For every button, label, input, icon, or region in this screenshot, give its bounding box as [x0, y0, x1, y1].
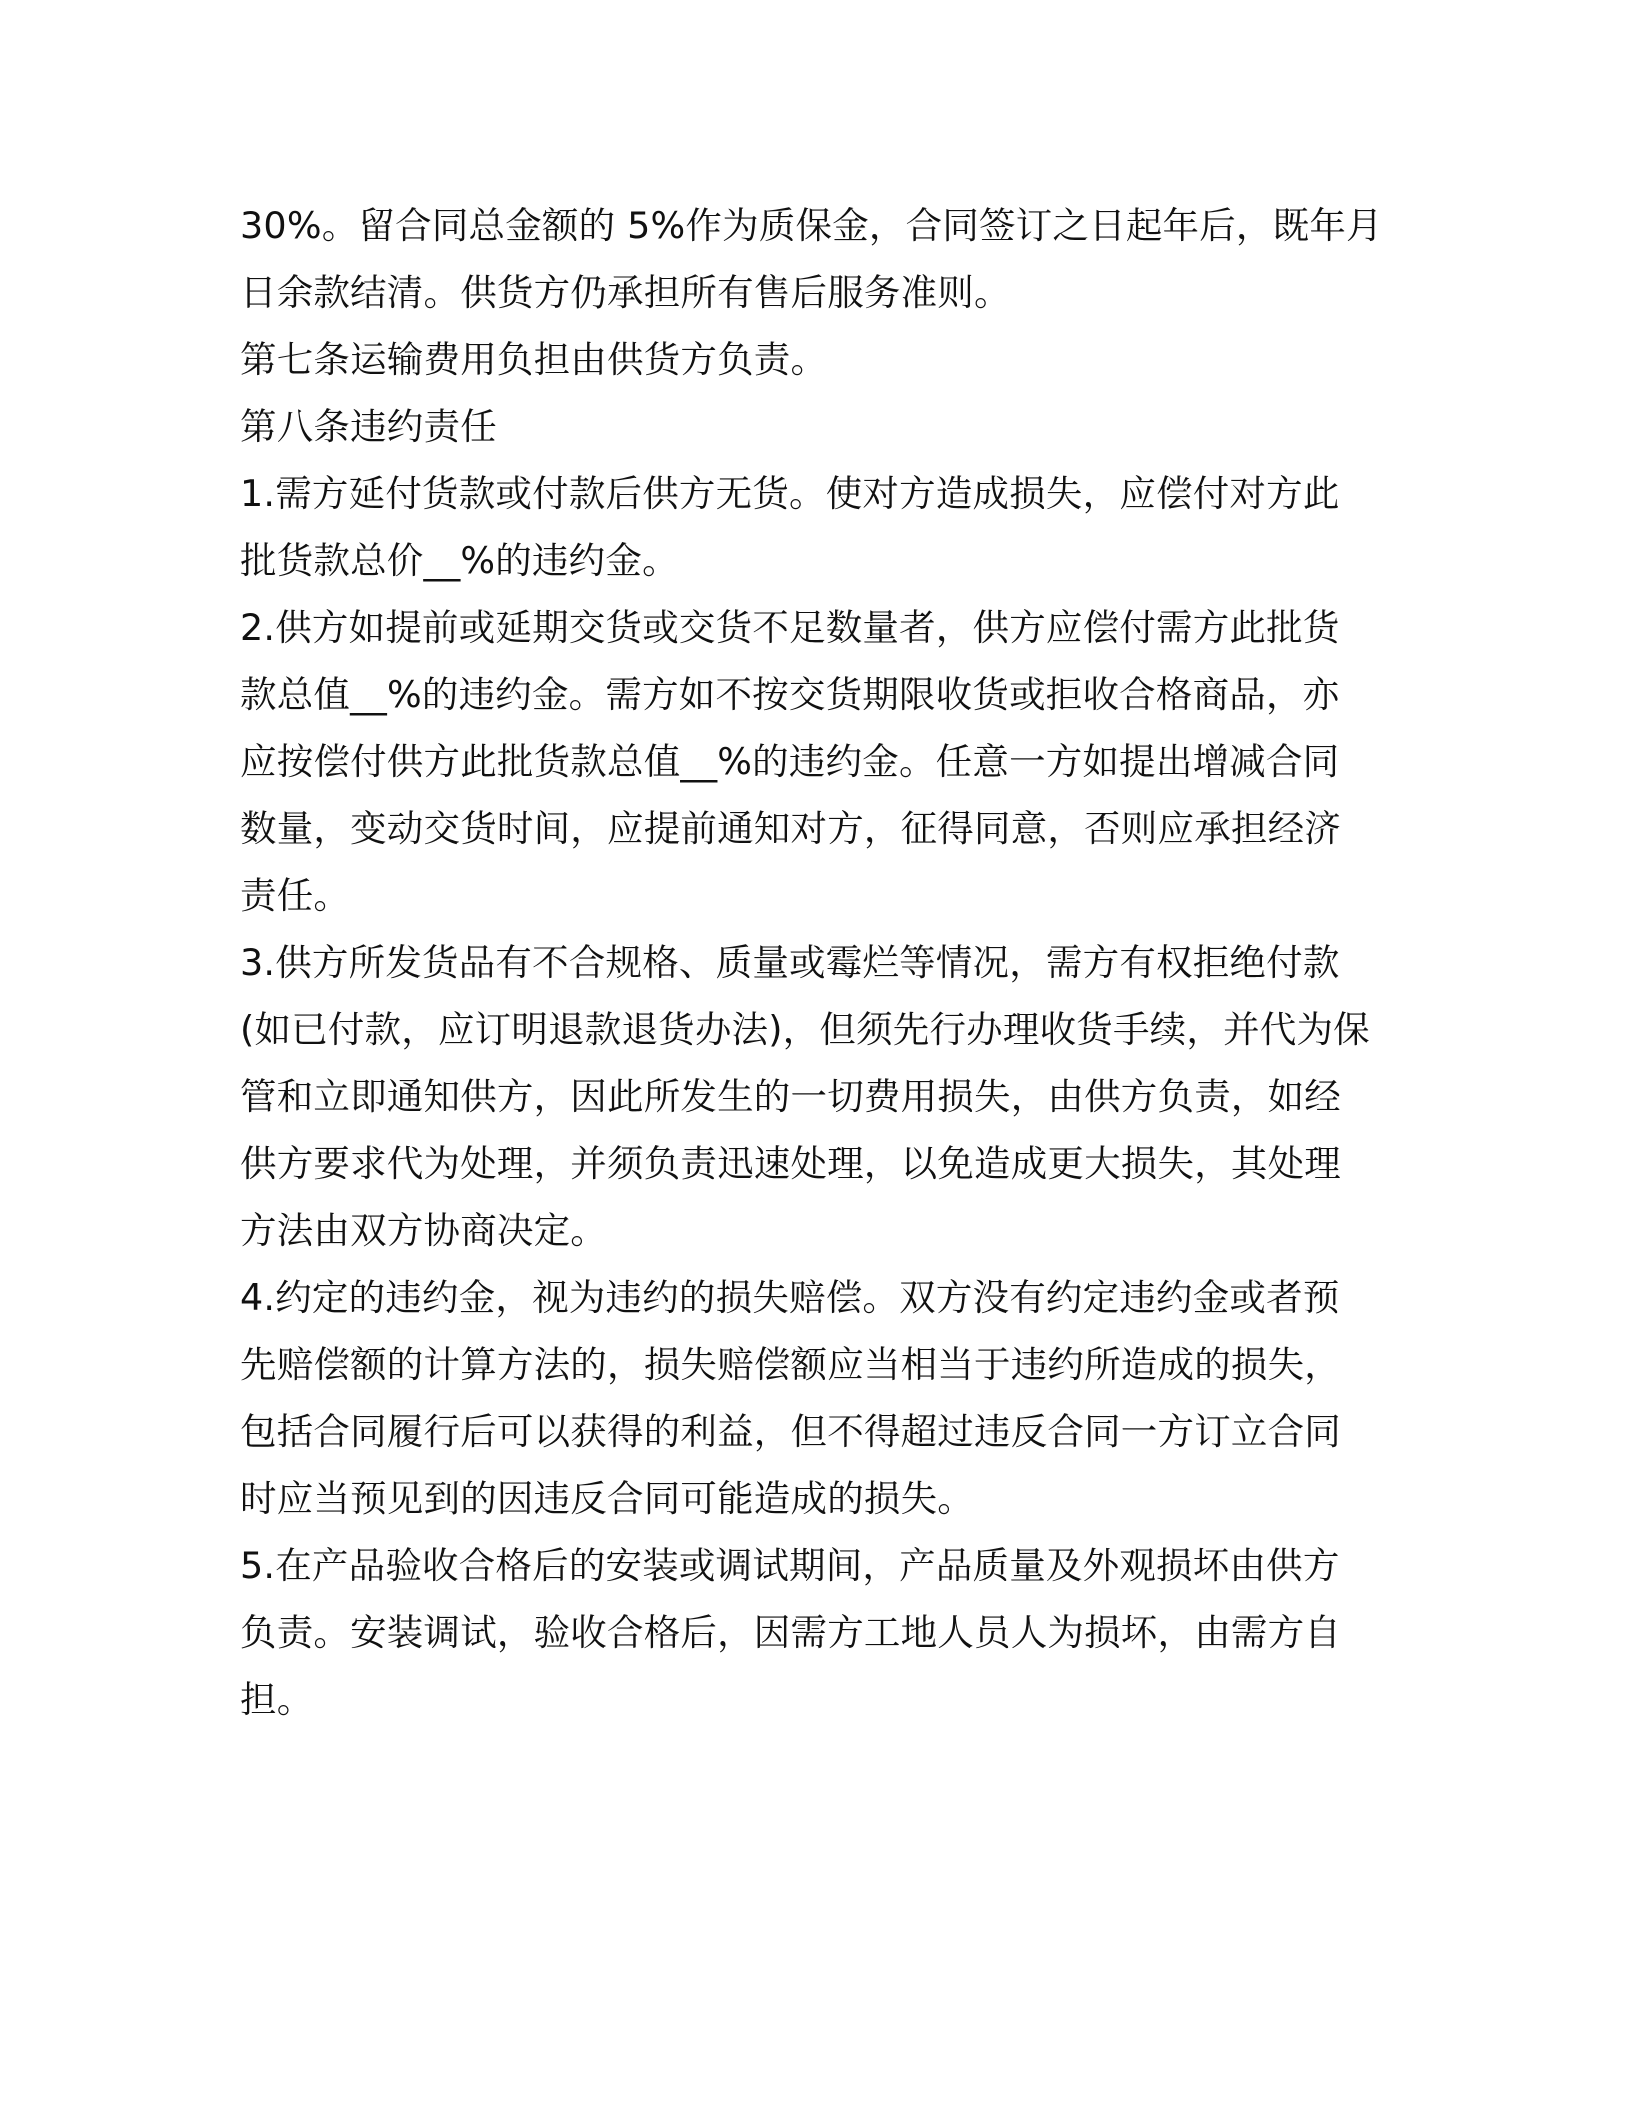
- clause-2-line: 应按偿付供方此批货款总值__%的违约金。任意一方如提出增减合同: [240, 740, 1340, 783]
- text-line: 30%。留合同总金额的 5%作为质保金，合同签订之日起年后，既年月: [240, 204, 1383, 247]
- clause-4-line: 4.约定的违约金，视为违约的损失赔偿。双方没有约定违约金或者预: [240, 1276, 1340, 1319]
- clause-4-line: 包括合同履行后可以获得的利益，但不得超过违反合同一方订立合同: [240, 1410, 1341, 1453]
- clause-2-line: 2.供方如提前或延期交货或交货不足数量者，供方应偿付需方此批货: [240, 606, 1340, 649]
- clause-3-line: 方法由双方协商决定。: [240, 1209, 607, 1252]
- clause-3-line: 供方要求代为处理，并须负责迅速处理，以免造成更大损失，其处理: [240, 1142, 1341, 1185]
- clause-4-line: 时应当预见到的因违反合同可能造成的损失。: [240, 1477, 974, 1520]
- contract-text: [240, 192, 1400, 1733]
- clause-3-line: 管和立即通知供方，因此所发生的一切费用损失，由供方负责，如经: [240, 1075, 1341, 1118]
- clause-3-line: 3.供方所发货品有不合规格、质量或霉烂等情况，需方有权拒绝付款: [240, 941, 1340, 984]
- clause-1-line: 1.需方延付货款或付款后供方无货。使对方造成损失，应偿付对方此: [240, 472, 1340, 515]
- text-line: 日余款结清。供货方仍承担所有售后服务准则。: [240, 271, 1011, 314]
- clause-2-line: 数量，变动交货时间，应提前通知对方，征得同意，否则应承担经济: [240, 807, 1341, 850]
- clause-5-line: 5.在产品验收合格后的安装或调试期间，产品质量及外观损坏由供方: [240, 1544, 1340, 1587]
- clause-5-line: 负责。安装调试，验收合格后，因需方工地人员人为损坏，由需方自: [240, 1611, 1341, 1654]
- clause-1-line: 批货款总价__%的违约金。: [240, 539, 679, 582]
- article-8-heading: 第八条违约责任: [240, 405, 497, 448]
- clause-3-line: (如已付款，应订明退款退货办法)，但须先行办理收货手续，并代为保: [240, 1008, 1370, 1051]
- clause-2-line: 款总值__%的违约金。需方如不按交货期限收货或拒收合格商品，亦: [240, 673, 1340, 716]
- article-7-heading: 第七条运输费用负担由供货方负责。: [240, 338, 828, 381]
- clause-4-line: 先赔偿额的计算方法的，损失赔偿额应当相当于违约所造成的损失，: [240, 1343, 1341, 1386]
- clause-2-line: 责任。: [240, 874, 351, 917]
- clause-5-line: 担。: [240, 1678, 314, 1721]
